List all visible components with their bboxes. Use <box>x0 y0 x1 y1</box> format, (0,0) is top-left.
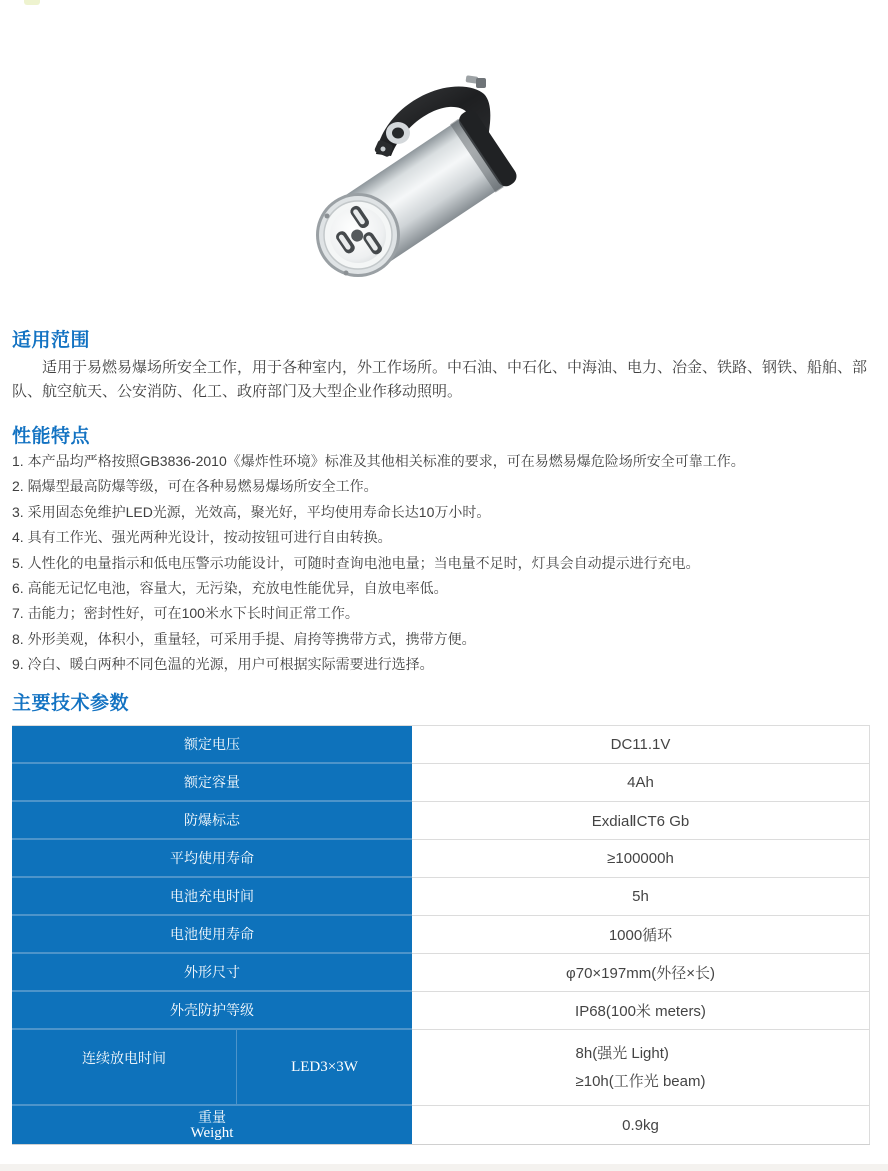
discharge-value-strong: 8h(强光 Light) <box>575 1044 669 1062</box>
feature-item: 9. 冷白、暖白两种不同色温的光源，用户可根据实际需要进行选择。 <box>12 656 434 673</box>
spec-row <box>12 726 870 764</box>
spec-label-cell: 电池充电时间 <box>12 878 412 916</box>
spec-value-cell: 0.9kg <box>412 1106 870 1144</box>
spec-value-cell <box>412 1030 870 1106</box>
spec-row-discharge <box>12 1030 870 1106</box>
spec-row <box>12 764 870 802</box>
spec-label-cell <box>12 1106 412 1144</box>
discharge-values <box>576 1040 706 1096</box>
section-title-application: 适用范围 <box>12 330 91 351</box>
spec-row <box>12 916 870 954</box>
spec-value-cell: ≥100000h <box>412 840 870 878</box>
section-title-specs: 主要技术参数 <box>12 693 130 714</box>
spec-label-cell: 额定容量 <box>12 764 412 802</box>
weight-label-cn: 重量 <box>197 1109 226 1125</box>
handle-clip-icon <box>466 75 486 88</box>
feature-item: 1. 本产品均严格按照GB3836-2010《爆炸性环境》标准及其他相关标准的要求，可在易燃易爆危险场所安全可靠工作。 <box>12 453 745 469</box>
section-title-features: 性能特点 <box>12 426 91 447</box>
spec-label-cell: 额定电压 <box>12 726 412 764</box>
feature-item: 4. 具有工作光、强光两种光设计，按动按钮可进行自由转换。 <box>12 529 392 546</box>
spec-row-weight <box>12 1106 870 1144</box>
flashlight-lens <box>316 193 400 277</box>
weight-label <box>191 1109 234 1141</box>
spec-row <box>12 840 870 878</box>
feature-item: 3. 采用固态免维护LED光源，光效高，聚光好，平均使用寿命长达10万小时。 <box>12 503 491 520</box>
feature-item: 7. 击能力；密封性好，可在100米水下长时间正常工作。 <box>12 605 359 622</box>
spec-row <box>12 954 870 992</box>
application-paragraph: 适用于易燃易爆场所安全工作，用于各种室内，外工作场所。中石油、中石化、中海油、电力、冶金、铁路、钢铁、船舶、部队、航空航天、公安消防、化工、政府部门及大型企业作移动照明。 <box>12 359 868 400</box>
bottom-strip <box>0 1164 888 1171</box>
discharge-value-work: ≥10h(工作光 beam) <box>575 1072 706 1090</box>
spec-value-cell: φ70×197mm(外径×长) <box>412 954 870 992</box>
logo-fragment <box>24 0 40 5</box>
spec-label-cell: 外形尺寸 <box>12 954 412 992</box>
spec-value-cell: IP68(100米 meters) <box>412 992 870 1030</box>
spec-label-cell: 平均使用寿命 <box>12 840 412 878</box>
features-list <box>12 449 876 678</box>
spec-table <box>12 725 870 1145</box>
spec-label-cell: 电池使用寿命 <box>12 916 412 954</box>
product-image <box>280 70 540 320</box>
spec-sublabel-cell: LED3×3W <box>237 1030 412 1106</box>
spec-value-cell: 5h <box>412 878 870 916</box>
weight-label-en: Weight <box>190 1125 234 1141</box>
feature-item: 5. 人性化的电量指示和低电压警示功能设计，可随时查询电池电量；当电量不足时，灯具会自动提示进行充电。 <box>12 554 700 571</box>
spec-value-cell: 4Ah <box>412 764 870 802</box>
feature-item: 2. 隔爆型最高防爆等级，可在各种易燃易爆场所安全工作。 <box>12 478 378 495</box>
feature-item: 8. 外形美观，体积小，重量轻，可采用手提、肩挎等携带方式，携带方便。 <box>12 630 476 647</box>
feature-item: 6. 高能无记忆电池，容量大，无污染，充放电性能优异，自放电率低。 <box>12 580 448 597</box>
spec-row <box>12 992 870 1030</box>
spec-row <box>12 878 870 916</box>
spec-value-cell: 1000循环 <box>412 916 870 954</box>
spec-value-cell: ExdiaⅡCT6 Gb <box>412 802 870 840</box>
spec-label-cell: 外壳防护等级 <box>12 992 412 1030</box>
spec-label-cell: 连续放电时间 <box>12 1030 237 1106</box>
flashlight-illustration <box>280 70 540 320</box>
spec-label-cell: 防爆标志 <box>12 802 412 840</box>
spec-value-cell: DC11.1V <box>412 726 870 764</box>
spec-row <box>12 802 870 840</box>
